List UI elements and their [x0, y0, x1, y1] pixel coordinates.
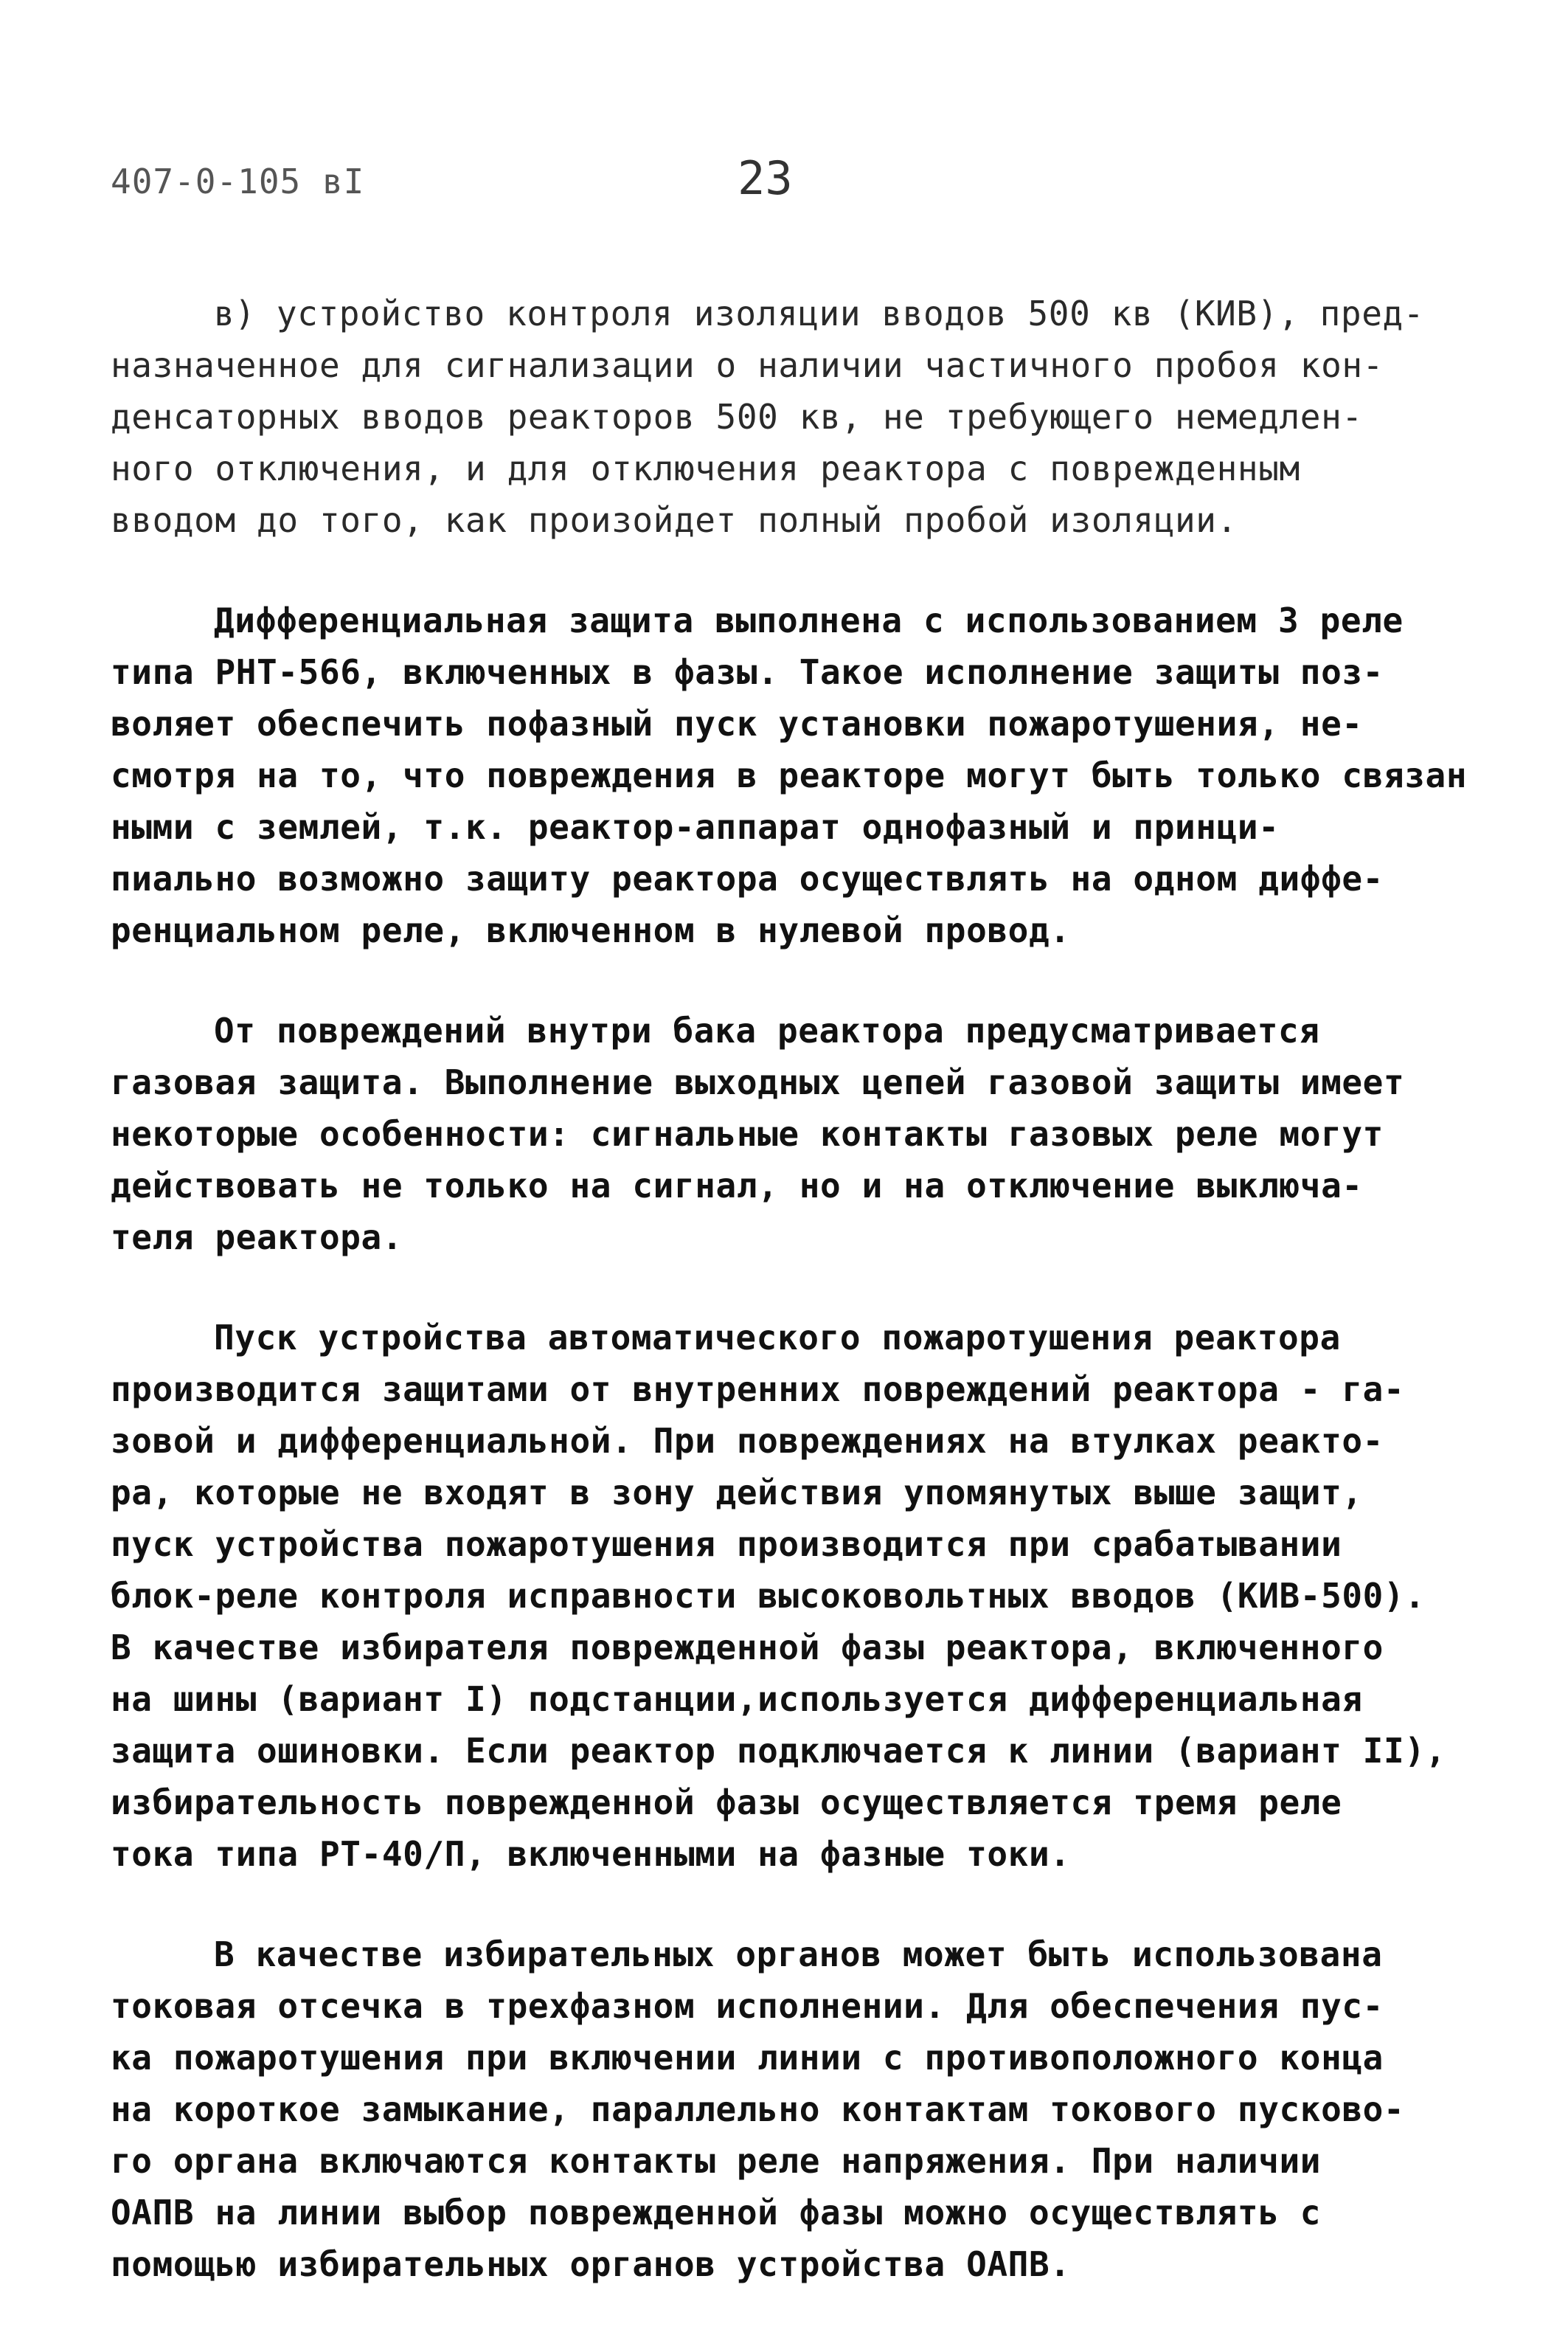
- text-line: Дифференциальная защита выполнена с использованием 3 реле: [214, 601, 1404, 640]
- text-line: ренциальном реле, включенном в нулевой провод.: [111, 910, 1071, 950]
- text-line: избирательность поврежденной фазы осуществляется тремя реле: [111, 1782, 1342, 1822]
- text-line: ра, которые не входят в зону действия упомянутых выше защит,: [111, 1473, 1363, 1512]
- text-line: ка пожаротушения при включении линии с противоположного конца: [111, 2038, 1384, 2078]
- text-line: типа РНТ-566, включенных в фазы. Такое исполнение защиты поз-: [111, 652, 1384, 692]
- paragraph-differential-protection: [111, 595, 1475, 956]
- text-line: газовая защита. Выполнение выходных цепей газовой защиты имеет: [111, 1062, 1405, 1102]
- text-line: В качестве избирательных органов может быть использована: [214, 1934, 1383, 1974]
- paragraph-selective-organs: [111, 1929, 1475, 2290]
- text-line: От повреждений внутри бака реактора предусматривается: [214, 1011, 1320, 1051]
- text-line: зовой и дифференциальной. При повреждениях на втулках реакто-: [111, 1421, 1384, 1461]
- text-line: пуск устройства пожаротушения производится при срабатывании: [111, 1524, 1342, 1564]
- document-code: 407-0-105 вI: [111, 162, 365, 201]
- paragraph-kiv-device: [111, 288, 1475, 546]
- text-line: защита ошиновки. Если реактор подключается к линии (вариант II),: [111, 1731, 1446, 1771]
- text-line: го органа включаются контакты реле напряжения. При наличии: [111, 2141, 1322, 2181]
- paragraph-gas-protection: [111, 1005, 1475, 1263]
- body-text: [111, 288, 1475, 2339]
- text-line: токовая отсечка в трехфазном исполнении. Для обеспечения пус-: [111, 1986, 1384, 2026]
- text-line: действовать не только на сигнал, но и на отключение выключа-: [111, 1166, 1363, 1206]
- text-line: помощью избирательных органов устройства ОАПВ.: [111, 2244, 1071, 2284]
- page-number: 23: [738, 151, 793, 205]
- text-line: ными с землей, т.к. реактор-аппарат однофазный и принци-: [111, 807, 1280, 847]
- text-line: денсаторных вводов реакторов 500 кв, не требующего немедлен-: [111, 397, 1363, 437]
- text-line: пиально возможно защиту реактора осуществлять на одном диффе-: [111, 859, 1384, 899]
- page-header: [111, 151, 1512, 210]
- text-line: на короткое замыкание, параллельно контактам токового пусково-: [111, 2089, 1405, 2129]
- text-line: В качестве избирателя поврежденной фазы реактора, включенного: [111, 1628, 1384, 1667]
- text-line: теля реактора.: [111, 1217, 403, 1257]
- text-line: в) устройство контроля изоляции вводов 500 кв (КИВ), пред-: [214, 294, 1425, 333]
- text-line: тока типа РТ-40/П, включенными на фазные токи.: [111, 1834, 1071, 1874]
- text-line: воляет обеспечить пофазный пуск установки пожаротушения, не-: [111, 704, 1363, 744]
- text-line: ного отключения, и для отключения реактора с поврежденным: [111, 449, 1300, 488]
- text-line: назначенное для сигнализации о наличии частичного пробоя кон-: [111, 345, 1384, 385]
- text-line: производится защитами от внутренних повреждений реактора - га-: [111, 1369, 1405, 1409]
- text-line: ОАПВ на линии выбор поврежденной фазы можно осуществлять с: [111, 2193, 1322, 2232]
- text-line: смотря на то, что повреждения в реакторе могут быть только связан: [111, 755, 1468, 795]
- text-line: блок-реле контроля исправности высоковольтных вводов (КИВ-500).: [111, 1576, 1426, 1616]
- text-line: на шины (вариант I) подстанции,используется дифференциальная: [111, 1679, 1363, 1719]
- text-line: Пуск устройства автоматического пожаротушения реактора: [214, 1318, 1341, 1357]
- paragraph-fire-extinguishing-start: [111, 1312, 1475, 1880]
- text-line: вводом до того, как произойдет полный пробой изоляции.: [111, 500, 1238, 540]
- text-line: некоторые особенности: сигнальные контакты газовых реле могут: [111, 1114, 1384, 1154]
